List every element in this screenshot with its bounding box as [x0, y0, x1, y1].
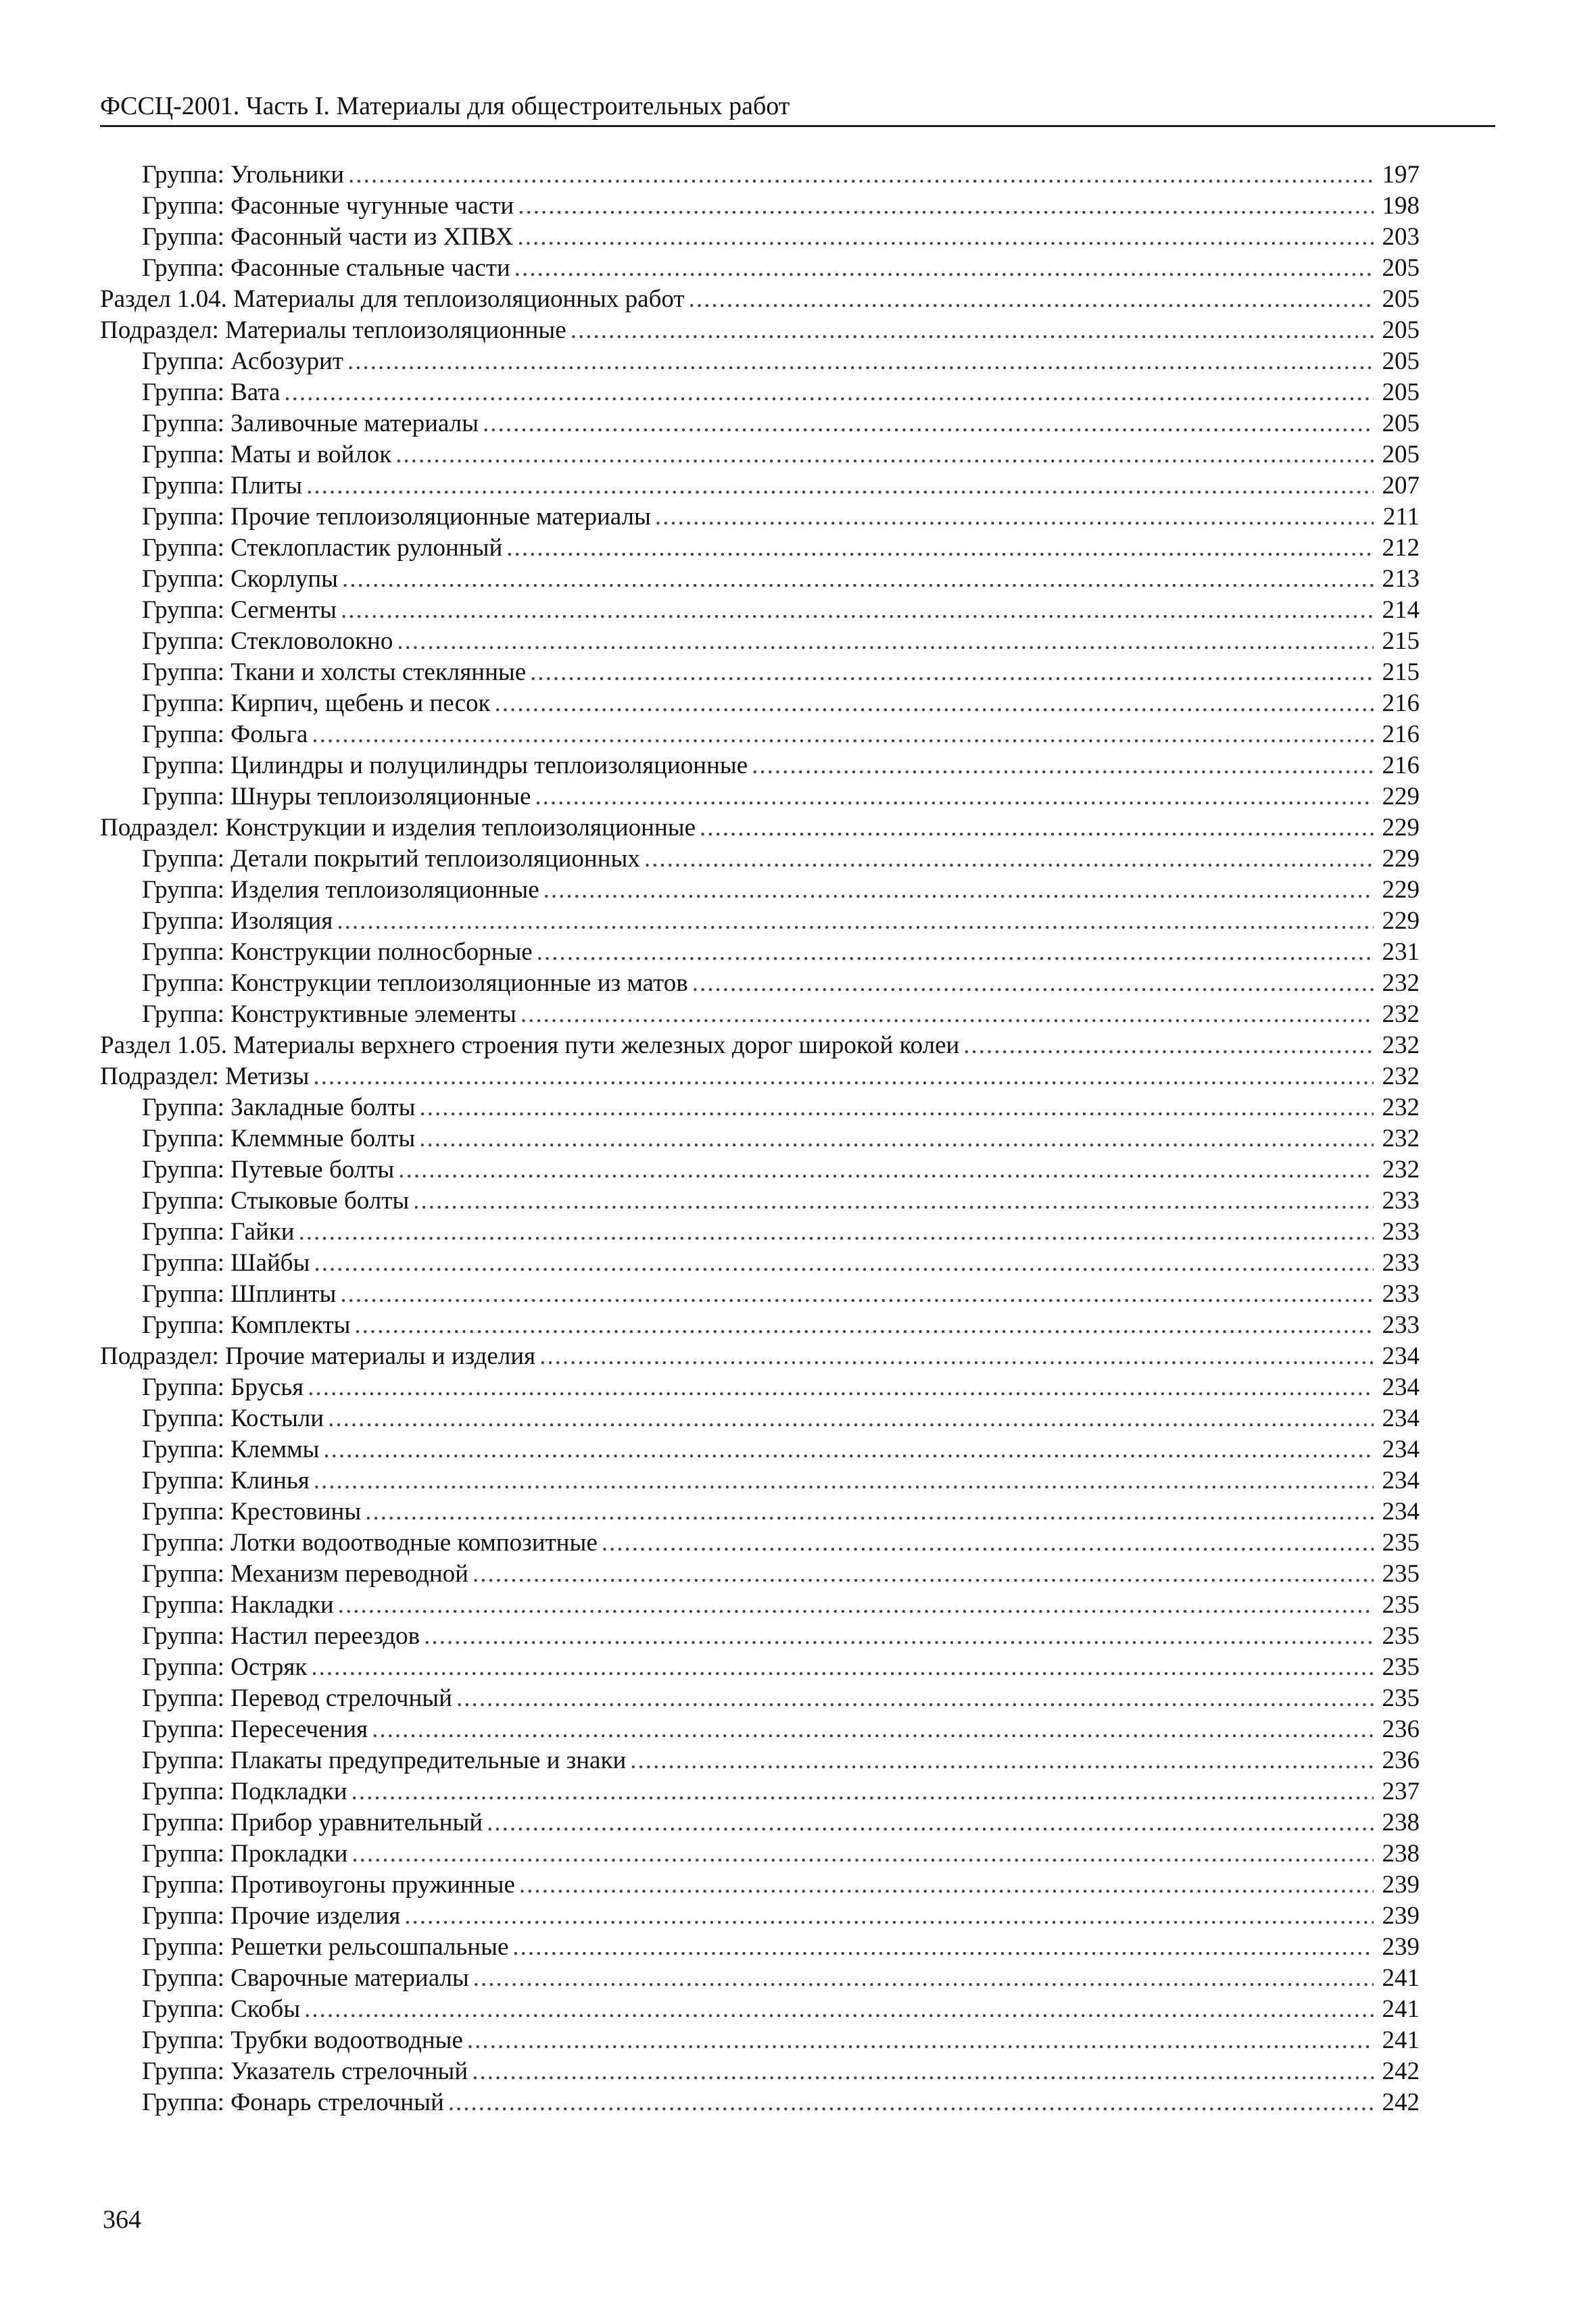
toc-dot-leader	[473, 1559, 1374, 1590]
page-header-title: ФССЦ-2001. Часть I. Материалы для общестроительных работ	[100, 92, 790, 120]
toc-entry-title: Группа: Настил переездов	[142, 1622, 420, 1650]
toc-group-entry	[100, 1092, 1420, 1123]
toc-dot-leader	[537, 937, 1374, 968]
toc-group-entry	[100, 1310, 1420, 1341]
toc-entry-page: 205	[1382, 285, 1420, 313]
toc-entry-title: Группа: Трубки водоотводные	[142, 2026, 463, 2054]
toc-dot-leader	[352, 1838, 1374, 1870]
toc-group-entry	[100, 191, 1420, 222]
toc-dot-leader	[518, 191, 1374, 222]
toc-entry-page: 229	[1382, 783, 1420, 810]
toc-entry-title: Группа: Фонарь стрелочный	[142, 2089, 444, 2116]
toc-group-entry	[100, 1186, 1420, 1217]
toc-entry-page: 233	[1382, 1187, 1420, 1215]
toc-entry-page: 236	[1382, 1747, 1420, 1774]
toc-entry-page: 216	[1382, 689, 1420, 717]
toc-dot-leader	[313, 1061, 1374, 1092]
toc-entry-title: Группа: Прочие теплоизоляционные материалы	[142, 503, 651, 531]
toc-group-entry	[100, 2087, 1420, 2118]
toc-group-entry	[100, 1838, 1420, 1870]
toc-entry-page: 205	[1382, 254, 1420, 282]
toc-dot-leader	[312, 719, 1374, 750]
toc-dot-leader	[487, 1807, 1374, 1838]
toc-group-entry	[100, 906, 1420, 937]
toc-entry-title: Группа: Конструкции полносборные	[142, 938, 533, 966]
toc-entry-title: Группа: Конструкции теплоизоляционные из матов	[142, 969, 688, 997]
toc-dot-leader	[342, 564, 1374, 595]
toc-entry-page: 235	[1382, 1591, 1420, 1619]
toc-dot-leader	[299, 1217, 1374, 1248]
toc-dot-leader	[372, 1714, 1374, 1745]
toc-entry-title: Группа: Плиты	[142, 472, 303, 499]
toc-entry-page: 214	[1382, 596, 1420, 624]
toc-group-entry	[100, 346, 1420, 377]
toc-dot-leader	[347, 346, 1374, 377]
toc-dot-leader	[306, 470, 1374, 502]
toc-group-entry	[100, 657, 1420, 688]
toc-group-entry	[100, 1901, 1420, 1932]
toc-entry-title: Группа: Комплекты	[142, 1311, 351, 1339]
toc-dot-leader	[530, 657, 1374, 688]
toc-entry-title: Группа: Клинья	[142, 1467, 310, 1494]
toc-dot-leader	[543, 875, 1374, 906]
toc-dot-leader	[424, 1621, 1374, 1652]
toc-entry-title: Группа: Плакаты предупредительные и знаки	[142, 1747, 627, 1774]
toc-entry-page: 233	[1382, 1218, 1420, 1246]
toc-section-entry	[100, 1030, 1420, 1061]
toc-group-entry	[100, 1217, 1420, 1248]
toc-entry-title: Группа: Скобы	[142, 1995, 301, 2023]
toc-dot-leader	[341, 595, 1374, 626]
toc-entry-title: Группа: Клеммы	[142, 1436, 320, 1463]
toc-entry-title: Группа: Стекловолокно	[142, 627, 393, 655]
toc-group-entry	[100, 2025, 1420, 2056]
toc-dot-leader	[337, 906, 1374, 937]
toc-group-entry	[100, 1807, 1420, 1838]
toc-entry-title: Группа: Изделия теплоизоляционные	[142, 876, 539, 904]
toc-group-entry	[100, 439, 1420, 470]
toc-entry-page: 232	[1382, 1156, 1420, 1184]
toc-entry-page: 233	[1382, 1280, 1420, 1308]
toc-entry-title: Группа: Вата	[142, 379, 281, 406]
toc-entry-page: 235	[1382, 1622, 1420, 1650]
toc-entry-title: Группа: Детали покрытий теплоизоляционных	[142, 845, 640, 873]
toc-dot-leader	[419, 1123, 1374, 1154]
toc-entry-page: 234	[1382, 1373, 1420, 1401]
toc-entry-title: Группа: Перевод стрелочный	[142, 1684, 452, 1712]
toc-entry-title: Группа: Лотки водоотводные композитные	[142, 1529, 598, 1557]
toc-entry-title: Раздел 1.05. Материалы верхнего строения пути железных дорог широкой колеи	[100, 1031, 960, 1059]
toc-dot-leader	[472, 2056, 1374, 2087]
toc-entry-page: 213	[1382, 565, 1420, 593]
toc-group-entry	[100, 1994, 1420, 2025]
toc-entry-page: 241	[1382, 1964, 1420, 1992]
toc-entry-page: 231	[1382, 938, 1420, 966]
toc-dot-leader	[467, 2025, 1374, 2056]
toc-dot-leader	[314, 1465, 1374, 1496]
toc-entry-page: 229	[1382, 876, 1420, 904]
toc-entry-title: Группа: Асбозурит	[142, 347, 343, 375]
toc-group-entry	[100, 377, 1420, 408]
toc-group-entry	[100, 999, 1420, 1030]
toc-entry-page: 212	[1382, 534, 1420, 562]
toc-group-entry	[100, 1528, 1420, 1559]
toc-entry-page: 236	[1382, 1715, 1420, 1743]
toc-entry-title: Группа: Шплинты	[142, 1280, 337, 1308]
toc-entry-page: 215	[1382, 627, 1420, 655]
toc-entry-title: Группа: Стыковые болты	[142, 1187, 410, 1215]
toc-dot-leader	[571, 315, 1374, 346]
toc-entry-page: 239	[1382, 1871, 1420, 1899]
toc-group-entry	[100, 1652, 1420, 1683]
toc-entry-title: Группа: Решетки рельсошпальные	[142, 1933, 509, 1961]
toc-dot-leader	[483, 408, 1374, 439]
toc-dot-leader	[284, 377, 1374, 408]
toc-entry-page: 238	[1382, 1840, 1420, 1868]
toc-dot-leader	[473, 1963, 1374, 1994]
toc-group-entry	[100, 1248, 1420, 1279]
toc-dot-leader	[314, 1248, 1374, 1279]
toc-dot-leader	[304, 1994, 1374, 2025]
toc-entry-page: 198	[1382, 192, 1420, 220]
toc-group-entry	[100, 222, 1420, 253]
toc-entry-title: Группа: Пересечения	[142, 1715, 368, 1743]
toc-dot-leader	[521, 999, 1374, 1030]
toc-entry-title: Подраздел: Конструкции и изделия теплоизоляционные	[100, 814, 696, 842]
toc-group-entry	[100, 1776, 1420, 1807]
toc-entry-page: 242	[1382, 2057, 1420, 2085]
toc-entry-page: 229	[1382, 814, 1420, 842]
toc-entry-page: 229	[1382, 907, 1420, 935]
toc-group-entry	[100, 1372, 1420, 1403]
toc-group-entry	[100, 1559, 1420, 1590]
toc-entry-page: 237	[1382, 1778, 1420, 1805]
toc-entry-page: 233	[1382, 1311, 1420, 1339]
toc-dot-leader	[514, 253, 1374, 284]
toc-entry-title: Группа: Прочие изделия	[142, 1902, 401, 1930]
toc-entry-title: Группа: Фасонные стальные части	[142, 254, 510, 282]
toc-group-entry	[100, 1403, 1420, 1434]
toc-entry-page: 234	[1382, 1436, 1420, 1463]
toc-entry-page: 205	[1382, 347, 1420, 375]
toc-dot-leader	[354, 1310, 1374, 1341]
toc-entry-page: 235	[1382, 1560, 1420, 1588]
toc-entry-title: Группа: Прокладки	[142, 1840, 348, 1868]
toc-group-entry	[100, 719, 1420, 750]
toc-group-entry	[100, 1590, 1420, 1621]
toc-entry-page: 205	[1382, 441, 1420, 468]
toc-dot-leader	[539, 1341, 1374, 1372]
toc-group-entry	[100, 1434, 1420, 1465]
toc-group-entry	[100, 160, 1420, 191]
toc-dot-leader	[689, 284, 1374, 315]
toc-group-entry	[100, 1123, 1420, 1154]
toc-group-entry	[100, 1714, 1420, 1745]
toc-subsection-entry	[100, 1341, 1420, 1372]
toc-entry-page: 205	[1382, 410, 1420, 437]
toc-dot-leader	[404, 1901, 1374, 1932]
toc-entry-title: Группа: Фольга	[142, 721, 308, 748]
toc-entry-page: 242	[1382, 2089, 1420, 2116]
toc-group-entry	[100, 844, 1420, 875]
toc-entry-title: Группа: Сварочные материалы	[142, 1964, 469, 1992]
toc-dot-leader	[328, 1403, 1374, 1434]
toc-dot-leader	[630, 1745, 1374, 1776]
toc-entry-page: 211	[1382, 503, 1420, 531]
toc-entry-title: Группа: Остряк	[142, 1653, 308, 1681]
toc-dot-leader	[535, 781, 1374, 812]
toc-group-entry	[100, 937, 1420, 968]
toc-dot-leader	[512, 1932, 1374, 1963]
toc-group-entry	[100, 1932, 1420, 1963]
toc-entry-title: Группа: Сегменты	[142, 596, 337, 624]
toc-dot-leader	[448, 2087, 1374, 2118]
toc-dot-leader	[419, 1092, 1374, 1123]
toc-group-entry	[100, 502, 1420, 533]
toc-entry-page: 216	[1382, 752, 1420, 779]
toc-entry-page: 239	[1382, 1902, 1420, 1930]
toc-dot-leader	[752, 750, 1374, 781]
toc-group-entry	[100, 2056, 1420, 2087]
toc-entry-title: Подраздел: Прочие материалы и изделия	[100, 1342, 536, 1370]
toc-entry-title: Группа: Механизм переводной	[142, 1560, 468, 1588]
toc-dot-leader	[519, 1870, 1374, 1901]
toc-entry-title: Группа: Стеклопластик рулонный	[142, 534, 503, 562]
toc-group-entry	[100, 595, 1420, 626]
toc-dot-leader	[495, 688, 1374, 719]
toc-entry-title: Группа: Путевые болты	[142, 1156, 395, 1184]
toc-entry-title: Группа: Фасонный части из ХПВХ	[142, 223, 514, 251]
toc-entry-page: 238	[1382, 1809, 1420, 1836]
toc-dot-leader	[308, 1372, 1374, 1403]
toc-entry-page: 207	[1382, 472, 1420, 499]
toc-entry-title: Группа: Шайбы	[142, 1249, 310, 1277]
toc-entry-page: 197	[1382, 161, 1420, 189]
toc-dot-leader	[644, 844, 1374, 875]
toc-group-entry	[100, 875, 1420, 906]
toc-entry-title: Группа: Указатель стрелочный	[142, 2057, 468, 2085]
toc-entry-page: 235	[1382, 1529, 1420, 1557]
toc-entry-title: Группа: Закладные болты	[142, 1094, 416, 1121]
toc-dot-leader	[963, 1030, 1374, 1061]
toc-subsection-entry	[100, 812, 1420, 844]
table-of-contents	[100, 160, 1420, 2118]
toc-group-entry	[100, 626, 1420, 657]
toc-group-entry	[100, 1279, 1420, 1310]
toc-entry-page: 232	[1382, 1000, 1420, 1028]
toc-subsection-entry	[100, 315, 1420, 346]
toc-entry-title: Группа: Костыли	[142, 1405, 324, 1432]
toc-group-entry	[100, 408, 1420, 439]
toc-entry-page: 235	[1382, 1653, 1420, 1681]
toc-group-entry	[100, 1683, 1420, 1714]
toc-dot-leader	[340, 1279, 1374, 1310]
toc-dot-leader	[352, 1776, 1374, 1807]
toc-group-entry	[100, 1154, 1420, 1186]
toc-dot-leader	[397, 626, 1374, 657]
toc-dot-leader	[413, 1186, 1374, 1217]
toc-entry-title: Группа: Клеммные болты	[142, 1125, 416, 1152]
toc-group-entry	[100, 1870, 1420, 1901]
toc-group-entry	[100, 688, 1420, 719]
toc-dot-leader	[365, 1496, 1374, 1528]
toc-dot-leader	[338, 1590, 1374, 1621]
toc-entry-title: Группа: Подкладки	[142, 1778, 347, 1805]
toc-group-entry	[100, 1465, 1420, 1496]
toc-subsection-entry	[100, 1061, 1420, 1092]
toc-entry-title: Группа: Брусья	[142, 1373, 304, 1401]
toc-dot-leader	[395, 439, 1374, 470]
toc-entry-page: 215	[1382, 658, 1420, 686]
toc-entry-title: Группа: Угольники	[142, 161, 345, 189]
toc-dot-leader	[517, 222, 1374, 253]
toc-entry-title: Группа: Прибор уравнительный	[142, 1809, 483, 1836]
toc-entry-page: 232	[1382, 1031, 1420, 1059]
toc-entry-title: Группа: Конструктивные элементы	[142, 1000, 516, 1028]
toc-entry-page: 205	[1382, 379, 1420, 406]
toc-dot-leader	[692, 968, 1374, 999]
toc-entry-title: Группа: Изоляция	[142, 907, 333, 935]
toc-dot-leader	[655, 502, 1374, 533]
toc-dot-leader	[700, 812, 1374, 844]
toc-entry-page: 234	[1382, 1498, 1420, 1526]
toc-entry-page: 241	[1382, 1995, 1420, 2023]
toc-group-entry	[100, 1496, 1420, 1528]
toc-group-entry	[100, 1963, 1420, 1994]
toc-entry-title: Группа: Накладки	[142, 1591, 334, 1619]
toc-entry-page: 203	[1382, 223, 1420, 251]
toc-entry-page: 241	[1382, 2026, 1420, 2054]
toc-dot-leader	[311, 1652, 1374, 1683]
toc-group-entry	[100, 470, 1420, 502]
toc-entry-title: Группа: Ткани и холсты стеклянные	[142, 658, 527, 686]
toc-dot-leader	[602, 1528, 1374, 1559]
toc-entry-title: Группа: Кирпич, щебень и песок	[142, 689, 491, 717]
toc-entry-page: 233	[1382, 1249, 1420, 1277]
toc-entry-page: 205	[1382, 316, 1420, 344]
toc-entry-title: Группа: Крестовины	[142, 1498, 362, 1526]
toc-entry-title: Подраздел: Материалы теплоизоляционные	[100, 316, 566, 344]
toc-group-entry	[100, 968, 1420, 999]
toc-group-entry	[100, 564, 1420, 595]
toc-entry-title: Группа: Гайки	[142, 1218, 295, 1246]
toc-dot-leader	[456, 1683, 1374, 1714]
toc-entry-title: Группа: Шнуры теплоизоляционные	[142, 783, 531, 810]
toc-group-entry	[100, 750, 1420, 781]
toc-entry-page: 234	[1382, 1405, 1420, 1432]
toc-entry-page: 232	[1382, 1063, 1420, 1090]
toc-entry-page: 229	[1382, 845, 1420, 873]
toc-group-entry	[100, 253, 1420, 284]
page-number: 364	[103, 2206, 141, 2234]
toc-group-entry	[100, 1745, 1420, 1776]
toc-entry-title: Группа: Скорлупы	[142, 565, 339, 593]
page-header	[100, 87, 1495, 127]
toc-entry-page: 232	[1382, 1125, 1420, 1152]
toc-entry-title: Группа: Маты и войлок	[142, 441, 392, 468]
toc-entry-page: 239	[1382, 1933, 1420, 1961]
toc-entry-title: Раздел 1.04. Материалы для теплоизоляционных работ	[100, 285, 685, 313]
toc-entry-page: 234	[1382, 1342, 1420, 1370]
toc-entry-title: Группа: Цилиндры и полуцилиндры теплоизоляционные	[142, 752, 748, 779]
toc-group-entry	[100, 533, 1420, 564]
toc-entry-page: 216	[1382, 721, 1420, 748]
toc-group-entry	[100, 1621, 1420, 1652]
toc-entry-title: Группа: Противоугоны пружинные	[142, 1871, 515, 1899]
toc-group-entry	[100, 781, 1420, 812]
toc-entry-title: Подраздел: Метизы	[100, 1063, 310, 1090]
toc-entry-title: Группа: Заливочные материалы	[142, 410, 479, 437]
toc-entry-page: 235	[1382, 1684, 1420, 1712]
toc-dot-leader	[398, 1154, 1374, 1186]
toc-entry-page: 232	[1382, 969, 1420, 997]
toc-dot-leader	[348, 160, 1374, 191]
toc-entry-page: 234	[1382, 1467, 1420, 1494]
toc-entry-title: Группа: Фасонные чугунные части	[142, 192, 514, 220]
toc-dot-leader	[323, 1434, 1374, 1465]
toc-entry-page: 232	[1382, 1094, 1420, 1121]
toc-dot-leader	[506, 533, 1374, 564]
toc-section-entry	[100, 284, 1420, 315]
